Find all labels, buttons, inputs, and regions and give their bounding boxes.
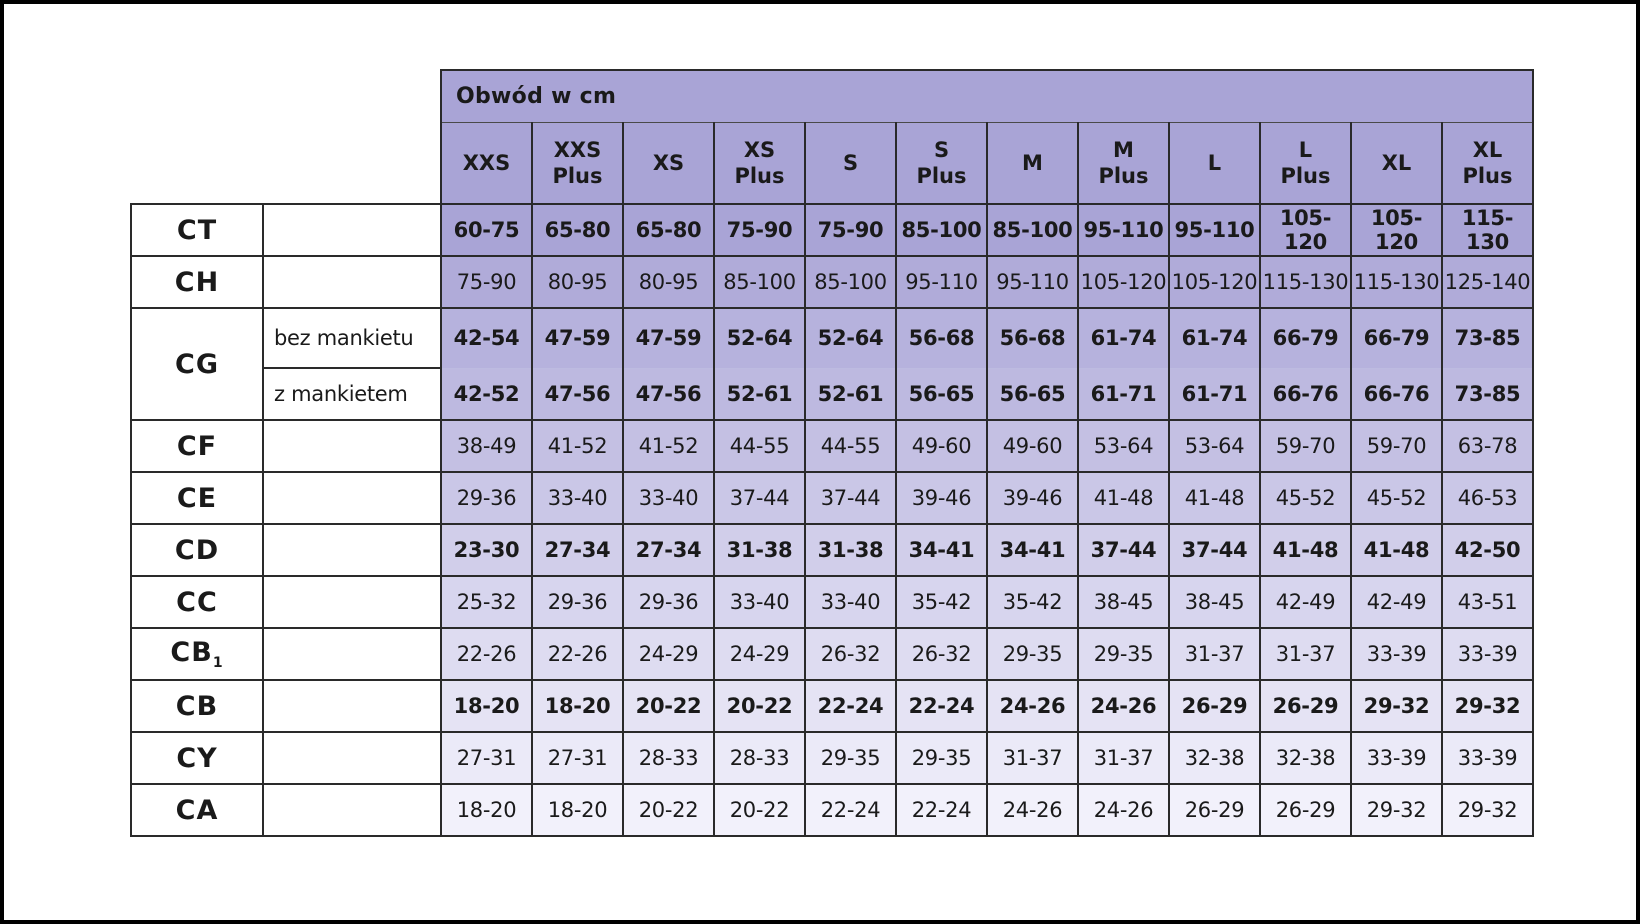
size-header-cell: [623, 123, 714, 205]
table-cell: 27-31: [441, 732, 532, 784]
size-header-row: [131, 123, 1533, 205]
row-code: [131, 256, 263, 308]
table-cell: 75-90: [714, 204, 805, 256]
size-name: XS: [743, 138, 776, 162]
row-variant: [263, 680, 441, 732]
table-cell: 60-75: [441, 204, 532, 256]
size-header-cell: [532, 123, 623, 205]
size-header-cell: [805, 123, 896, 205]
table-row: [131, 524, 1533, 576]
size-header-cell: [987, 123, 1078, 205]
table-cell: 41-48: [1351, 524, 1442, 576]
table-cell: 29-32: [1351, 784, 1442, 836]
table-row: [131, 256, 1533, 308]
table-cell: 38-49: [441, 420, 532, 472]
table-cell: 95-110: [987, 256, 1078, 308]
size-header-cell: [1169, 123, 1260, 205]
table-cell: 85-100: [805, 256, 896, 308]
table-cell: 28-33: [623, 732, 714, 784]
table-cell: 65-80: [532, 204, 623, 256]
table-body: [131, 204, 1533, 836]
table-cell: 115-130: [1442, 204, 1533, 256]
table-cell: 85-100: [987, 204, 1078, 256]
row-variant: [263, 732, 441, 784]
row-code-subscript: 1: [212, 655, 224, 671]
table-cell: 66-79: [1351, 308, 1442, 368]
row-variant: z mankietem: [263, 368, 441, 420]
table-cell: 61-74: [1078, 308, 1169, 368]
table-cell: 26-32: [896, 628, 987, 680]
table-cell: 29-36: [532, 576, 623, 628]
table-cell: 42-49: [1260, 576, 1351, 628]
table-cell: 42-52: [441, 368, 532, 420]
table-cell: 29-32: [1442, 680, 1533, 732]
table-cell: 27-31: [532, 732, 623, 784]
table-cell: 24-26: [1078, 784, 1169, 836]
row-variant: [263, 628, 441, 680]
row-code: [131, 524, 263, 576]
row-code: CG: [131, 308, 263, 420]
table-cell: 29-35: [987, 628, 1078, 680]
size-header-cell: [896, 123, 987, 205]
table-cell: 49-60: [987, 420, 1078, 472]
table-cell: 63-78: [1442, 420, 1533, 472]
size-plus-label: Plus: [1280, 164, 1331, 188]
table-cell: 73-85: [1442, 368, 1533, 420]
table-cell: 18-20: [532, 680, 623, 732]
table-cell: 105-120: [1169, 256, 1260, 308]
table-cell: 73-85: [1442, 308, 1533, 368]
table-cell: 65-80: [623, 204, 714, 256]
size-name: S: [842, 151, 859, 175]
table-cell: 95-110: [896, 256, 987, 308]
table-row: [131, 204, 1533, 256]
table-cell: 115-130: [1260, 256, 1351, 308]
table-cell: 22-24: [805, 784, 896, 836]
table-cell: 37-44: [805, 472, 896, 524]
table-cell: 35-42: [896, 576, 987, 628]
row-variant: [263, 784, 441, 836]
table-cell: 27-34: [532, 524, 623, 576]
table-cell: 52-64: [714, 308, 805, 368]
table-cell: 29-35: [1078, 628, 1169, 680]
row-code-text: CB: [175, 690, 219, 722]
table-cell: 20-22: [623, 784, 714, 836]
table-title: Obwód w cm: [441, 70, 1533, 123]
size-header-cell: [1078, 123, 1169, 205]
table-cell: 35-42: [987, 576, 1078, 628]
table-cell: 39-46: [896, 472, 987, 524]
table-cell: 22-24: [805, 680, 896, 732]
table-cell: 56-65: [896, 368, 987, 420]
row-code-text: CE: [176, 482, 218, 514]
table-cell: 42-49: [1351, 576, 1442, 628]
table-cell: 125-140: [1442, 256, 1533, 308]
table-cell: 32-38: [1169, 732, 1260, 784]
table-cell: 61-74: [1169, 308, 1260, 368]
table-cell: 29-35: [805, 732, 896, 784]
table-cell: 31-38: [714, 524, 805, 576]
table-cell: 61-71: [1078, 368, 1169, 420]
row-code: [131, 784, 263, 836]
row-code: [131, 420, 263, 472]
table-row: [131, 628, 1533, 680]
table-cell: 80-95: [532, 256, 623, 308]
size-name: XL: [1381, 151, 1412, 175]
table-cell: 33-39: [1442, 628, 1533, 680]
row-code: [131, 628, 263, 680]
table-cell: 33-40: [714, 576, 805, 628]
table-cell: 24-26: [1078, 680, 1169, 732]
size-plus-label: Plus: [1098, 164, 1149, 188]
row-variant: [263, 420, 441, 472]
table-cell: 31-37: [1169, 628, 1260, 680]
table-cell: 29-36: [623, 576, 714, 628]
table-cell: 24-29: [714, 628, 805, 680]
size-plus-label: Plus: [734, 164, 785, 188]
row-code-text: CD: [174, 534, 220, 566]
table-cell: 32-38: [1260, 732, 1351, 784]
table-cell: 45-52: [1351, 472, 1442, 524]
table-cell: 53-64: [1078, 420, 1169, 472]
row-variant: [263, 576, 441, 628]
size-name: XS: [652, 151, 685, 175]
size-header-cell: [1442, 123, 1533, 205]
table-cell: 75-90: [805, 204, 896, 256]
table-cell: 105-120: [1260, 204, 1351, 256]
table-cell: 28-33: [714, 732, 805, 784]
table-cell: 33-39: [1351, 732, 1442, 784]
table-cell: 44-55: [805, 420, 896, 472]
table-cell: 24-26: [987, 680, 1078, 732]
table-cell: 105-120: [1351, 204, 1442, 256]
table-cell: 75-90: [441, 256, 532, 308]
table-cell: 80-95: [623, 256, 714, 308]
table-cell: 56-68: [896, 308, 987, 368]
table-cell: 18-20: [441, 784, 532, 836]
table-cell: 20-22: [714, 680, 805, 732]
row-code: [131, 576, 263, 628]
table-cell: 18-20: [532, 784, 623, 836]
table-cell: 59-70: [1351, 420, 1442, 472]
table-row: [131, 784, 1533, 836]
table-cell: 47-56: [623, 368, 714, 420]
table-cell: 47-59: [532, 308, 623, 368]
table-cell: 95-110: [1078, 204, 1169, 256]
table-cell: 24-29: [623, 628, 714, 680]
table-cell: 26-29: [1169, 784, 1260, 836]
table-cell: 38-45: [1169, 576, 1260, 628]
table-cell: 66-76: [1260, 368, 1351, 420]
table-cell: 22-26: [532, 628, 623, 680]
size-name: L: [1298, 138, 1313, 162]
table-cell: 41-48: [1169, 472, 1260, 524]
table-cell: 26-29: [1169, 680, 1260, 732]
table-cell: 45-52: [1260, 472, 1351, 524]
table-cell: 52-61: [714, 368, 805, 420]
row-variant: [263, 256, 441, 308]
table-cell: 25-32: [441, 576, 532, 628]
table-cell: 33-40: [805, 576, 896, 628]
table-row: [131, 732, 1533, 784]
size-name: XXS: [553, 138, 602, 162]
table-cell: 26-32: [805, 628, 896, 680]
table-cell: 46-53: [1442, 472, 1533, 524]
table-cell: 23-30: [441, 524, 532, 576]
row-variant: [263, 204, 441, 256]
table-cell: 22-24: [896, 784, 987, 836]
table-cell: 26-29: [1260, 680, 1351, 732]
table-row: [131, 576, 1533, 628]
table-cell: 37-44: [1078, 524, 1169, 576]
table-cell: 37-44: [1169, 524, 1260, 576]
table-cell: 44-55: [714, 420, 805, 472]
size-plus-label: Plus: [552, 164, 603, 188]
size-chart: [130, 69, 1534, 837]
row-code-text: CY: [176, 742, 218, 774]
table-cell: 33-40: [623, 472, 714, 524]
table-cell: 34-41: [896, 524, 987, 576]
size-name: M: [1113, 138, 1134, 162]
table-cell: 31-37: [1078, 732, 1169, 784]
row-code-text: CC: [176, 586, 218, 618]
table-cell: 52-61: [805, 368, 896, 420]
size-header-cell: [1351, 123, 1442, 205]
table-cell: 29-35: [896, 732, 987, 784]
table-cell: 20-22: [623, 680, 714, 732]
size-plus-label: Plus: [916, 164, 967, 188]
table-cell: 41-52: [532, 420, 623, 472]
table-cell: 47-56: [532, 368, 623, 420]
table-cell: 53-64: [1169, 420, 1260, 472]
row-code-text: CT: [176, 214, 218, 246]
title-row: [131, 70, 1533, 123]
table-cell: 29-32: [1351, 680, 1442, 732]
table-cell: 105-120: [1078, 256, 1169, 308]
table-cell: 59-70: [1260, 420, 1351, 472]
table-cell: 31-37: [1260, 628, 1351, 680]
row-code-text: CF: [176, 430, 218, 462]
table-row: [131, 680, 1533, 732]
table-cell: 34-41: [987, 524, 1078, 576]
table-cell: 18-20: [441, 680, 532, 732]
table-row: [131, 420, 1533, 472]
size-header-cell: [714, 123, 805, 205]
table-cell: 37-44: [714, 472, 805, 524]
table-cell: 42-50: [1442, 524, 1533, 576]
row-variant: [263, 472, 441, 524]
table-cell: 115-130: [1351, 256, 1442, 308]
table-cell: 41-48: [1260, 524, 1351, 576]
table-cell: 20-22: [714, 784, 805, 836]
row-code: [131, 680, 263, 732]
table-cell: 27-34: [623, 524, 714, 576]
size-header-cell: [1260, 123, 1351, 205]
table-cell: 33-39: [1351, 628, 1442, 680]
table-row: [131, 308, 1533, 368]
table-cell: 66-76: [1351, 368, 1442, 420]
table-cell: 39-46: [987, 472, 1078, 524]
row-code-text: CH: [174, 266, 220, 298]
table-cell: 41-52: [623, 420, 714, 472]
table-cell: 66-79: [1260, 308, 1351, 368]
table-cell: 29-32: [1442, 784, 1533, 836]
table-cell: 49-60: [896, 420, 987, 472]
table-cell: 29-36: [441, 472, 532, 524]
row-code-text: CA: [175, 794, 219, 826]
table-cell: 22-26: [441, 628, 532, 680]
table-cell: 33-40: [532, 472, 623, 524]
table-cell: 52-64: [805, 308, 896, 368]
table-cell: 56-65: [987, 368, 1078, 420]
table-cell: 22-24: [896, 680, 987, 732]
size-name: XXS: [462, 151, 511, 175]
table-cell: 42-54: [441, 308, 532, 368]
size-table: [130, 69, 1534, 837]
table-cell: 24-26: [987, 784, 1078, 836]
table-row: [131, 368, 1533, 420]
row-code: [131, 472, 263, 524]
table-cell: 85-100: [714, 256, 805, 308]
row-code: [131, 732, 263, 784]
corner-blank-2: [131, 123, 441, 205]
table-row: [131, 472, 1533, 524]
table-cell: 31-37: [987, 732, 1078, 784]
size-name: S: [933, 138, 950, 162]
row-variant: bez mankietu: [263, 308, 441, 368]
size-name: L: [1207, 151, 1222, 175]
table-cell: 85-100: [896, 204, 987, 256]
table-cell: 41-48: [1078, 472, 1169, 524]
size-name: M: [1022, 151, 1043, 175]
table-cell: 43-51: [1442, 576, 1533, 628]
row-code: [131, 204, 263, 256]
table-cell: 61-71: [1169, 368, 1260, 420]
row-variant: [263, 524, 441, 576]
size-header-cell: [441, 123, 532, 205]
table-cell: 47-59: [623, 308, 714, 368]
corner-blank: [131, 70, 441, 123]
table-cell: 31-38: [805, 524, 896, 576]
row-code-text: CB: [170, 637, 213, 668]
table-cell: 56-68: [987, 308, 1078, 368]
size-plus-label: Plus: [1462, 164, 1513, 188]
table-cell: 95-110: [1169, 204, 1260, 256]
table-cell: 33-39: [1442, 732, 1533, 784]
table-cell: 38-45: [1078, 576, 1169, 628]
table-cell: 26-29: [1260, 784, 1351, 836]
size-name: XL: [1472, 138, 1503, 162]
